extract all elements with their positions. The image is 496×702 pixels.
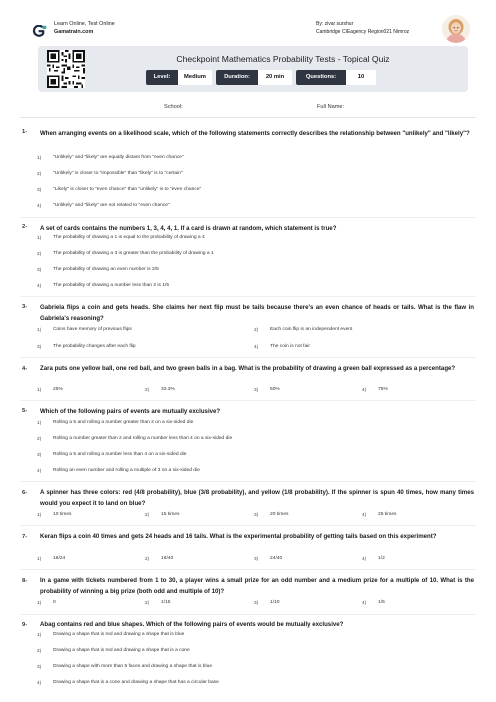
brand-block: [54, 20, 115, 36]
level-label: Level:: [146, 70, 178, 85]
option-label: 3): [254, 387, 259, 392]
option-text[interactable]: Drawing a shape that is red and drawing a shape that is blue: [53, 632, 185, 637]
questions-chip: [296, 70, 376, 85]
option-label: 3): [37, 664, 42, 669]
level-chip: [146, 70, 212, 85]
question-divider: [20, 525, 476, 526]
option-label: 3): [254, 556, 259, 561]
option-label: 1): [37, 600, 42, 605]
question-text: Abag contains red and blue shapes. Which of the following pairs of events would be mutually exclusive?: [40, 621, 344, 628]
author-avatar: [442, 15, 470, 43]
duration-value: 20 min: [265, 74, 285, 80]
question-text: When arranging events on a likelihood scale, which of the following statements correctly describes the relationship between "unlikely" and "likely"?: [40, 130, 470, 137]
question-divider: [20, 296, 476, 297]
option-text[interactable]: Drawing a shape with more than 5 faces and drawing a shape that is blue: [53, 664, 213, 669]
question-number: 8-: [22, 578, 28, 584]
option-label: 3): [37, 267, 42, 272]
option-text[interactable]: The probability of drawing a 3 is greater than the probability of drawing a 1: [53, 251, 214, 256]
question-text: A set of cards contains the numbers 1, 3, 4, 4, 1. If a card is drawn at random, which statement is true?: [40, 225, 337, 232]
option-text[interactable]: 16/24: [53, 556, 66, 561]
question-number: 6-: [22, 490, 28, 496]
option-text[interactable]: 1/15: [161, 600, 171, 605]
option-label: 1): [37, 632, 42, 637]
question-divider: [20, 217, 476, 218]
option-text[interactable]: 25 times: [378, 512, 397, 517]
option-label: 1): [37, 327, 42, 332]
option-text[interactable]: The coin is not fair: [270, 344, 310, 349]
option-text[interactable]: 50%: [270, 387, 280, 392]
questions-label: Questions:: [296, 70, 346, 85]
option-text[interactable]: The probability of drawing an even number is 2/5: [53, 267, 159, 272]
question-divider: [20, 481, 476, 482]
question-text: In a game with tickets numbered from 1 to 30, a player wins a small prize for an odd number and a medium prize for a multiple of 10. What is the probability of winning a big prize (both odd and multiple of 10)?: [40, 577, 474, 595]
gamatrain-logo-icon: [31, 25, 47, 37]
question-number: 1-: [22, 129, 28, 135]
avatar-portrait-icon: [442, 15, 470, 43]
level-value: Medium: [184, 74, 206, 80]
option-text[interactable]: Rolling a 5 and rolling a number less than 4 on a six-sided die: [53, 452, 187, 457]
question-text: Zara puts one yellow ball, one red ball, and two green balls in a bag. What is the probability of drawing a green ball expressed as a percentage?: [40, 365, 456, 372]
option-label: 1): [37, 556, 42, 561]
option-text[interactable]: "Unlikely" is closer to "impossible" than "likely" is to "certain": [53, 171, 183, 176]
option-label: 3): [37, 344, 42, 349]
question-number: 5-: [22, 408, 28, 414]
option-label: 1): [37, 155, 42, 160]
option-text[interactable]: 15 times: [161, 512, 180, 517]
header-divider: [20, 117, 476, 118]
option-text[interactable]: 0: [53, 600, 56, 605]
question-text: Which of the following pairs of events are mutually exclusive?: [40, 408, 221, 415]
option-text[interactable]: Rolling a 5 and rolling a number greater than 2 on a six-sided die: [53, 420, 194, 425]
option-text[interactable]: 10 times: [53, 512, 72, 517]
option-label: 3): [37, 187, 42, 192]
option-label: 4): [362, 556, 367, 561]
option-text[interactable]: 16/40: [161, 556, 174, 561]
question-text: Gabriela flips a coin and gets heads. She claims her next flip must be tails because there's an even chance of heads or tails. What is the flaw in Gabriela's reasoning?: [40, 304, 474, 322]
question-text: Keran flips a coin 40 times and gets 24 heads and 16 tails. What is the experimental probability of getting tails based on this experiment?: [40, 533, 437, 540]
option-label: 4): [362, 387, 367, 392]
option-text[interactable]: Rolling a number greater than 2 and rolling a number less than 4 on a six-sided die: [53, 436, 233, 441]
questions-value: 10: [357, 74, 365, 80]
option-label: 2): [37, 251, 42, 256]
option-text[interactable]: The probability changes after each flip: [53, 344, 136, 349]
option-label: 1): [37, 235, 42, 240]
option-text[interactable]: 1/2: [378, 556, 385, 561]
brand-site-link[interactable]: Gamatrain.com: [54, 29, 94, 35]
option-text[interactable]: The probability of drawing a number less than 2 is 1/5: [53, 283, 170, 288]
option-text[interactable]: 25%: [53, 387, 63, 392]
option-text[interactable]: Drawing a shape that is red and drawing a shape that is a cone: [53, 648, 190, 653]
question-divider: [20, 614, 476, 615]
duration-chip: [216, 70, 292, 85]
option-text[interactable]: 1/10: [270, 600, 280, 605]
option-label: 4): [254, 344, 259, 349]
option-label: 1): [37, 387, 42, 392]
option-label: 4): [37, 468, 42, 473]
question-number: 7-: [22, 534, 28, 540]
full-name-field-label: Full Name:: [317, 104, 345, 110]
option-text[interactable]: 20 times: [270, 512, 289, 517]
school-field-label: School:: [164, 104, 183, 110]
option-text[interactable]: "Unlikely" and "likely" are equally distant from "even chance": [53, 155, 184, 160]
quiz-title: Checkpoint Mathematics Probability Tests - Topical Quiz: [176, 54, 390, 64]
option-label: 1): [37, 420, 42, 425]
option-text[interactable]: "Likely" is closer to "even chance" than "unlikely" is to "even chance": [53, 187, 202, 192]
option-text[interactable]: Coins have memory of previous flips: [53, 327, 132, 332]
option-text[interactable]: 75%: [378, 387, 388, 392]
question-number: 3-: [22, 304, 28, 310]
option-label: 2): [145, 556, 150, 561]
page-header: [0, 0, 496, 46]
option-text[interactable]: "Unlikely" and "likely" are not related to "even chance": [53, 203, 170, 208]
author-name: By: zivar surshur: [316, 21, 354, 27]
question-divider: [20, 400, 476, 401]
option-label: 2): [37, 436, 42, 441]
author-affiliation: Cambridge CIEagency Region021 Nimroz: [316, 29, 410, 35]
option-text[interactable]: Rolling an even number and rolling a multiple of 3 on a six-sided die: [53, 468, 200, 473]
question-number: 9-: [22, 622, 28, 628]
option-label: 3): [254, 600, 259, 605]
option-label: 3): [254, 512, 259, 517]
option-text[interactable]: 24/40: [270, 556, 283, 561]
option-label: 4): [37, 680, 42, 685]
option-label: 2): [145, 387, 150, 392]
qr-code-icon: [47, 50, 85, 88]
option-text[interactable]: 1/5: [378, 600, 385, 605]
option-label: 3): [37, 452, 42, 457]
option-label: 2): [145, 512, 150, 517]
option-label: 4): [362, 512, 367, 517]
option-label: 2): [254, 327, 259, 332]
author-block: [316, 20, 409, 36]
question-number: 2-: [22, 224, 28, 230]
option-label: 4): [362, 600, 367, 605]
brand-tagline: Learn Online, Test Online: [54, 21, 115, 27]
option-text[interactable]: Each coin flip is an independent event: [270, 327, 353, 332]
question-divider: [20, 569, 476, 570]
question-divider: [20, 357, 476, 358]
quiz-banner: [38, 46, 468, 92]
option-label: 4): [37, 283, 42, 288]
option-label: 1): [37, 512, 42, 517]
duration-label: Duration:: [216, 70, 258, 85]
option-text[interactable]: The probability of drawing a 1 is equal to the probability of drawing a 4: [53, 235, 205, 240]
option-label: 2): [145, 600, 150, 605]
option-text[interactable]: Drawing a shape that is a cone and drawing a shape that has a circular base: [53, 680, 219, 685]
option-label: 2): [37, 648, 42, 653]
option-label: 2): [37, 171, 42, 176]
question-number: 4-: [22, 366, 28, 372]
option-label: 4): [37, 203, 42, 208]
question-text: A spinner has three colors: red (4/8 probability), blue (3/8 probability), and yellow (1/8 probability). If the spinner is spun 40 times, how many times would you expect it to land on blue?: [40, 489, 474, 507]
option-text[interactable]: 33.3%: [161, 387, 175, 392]
